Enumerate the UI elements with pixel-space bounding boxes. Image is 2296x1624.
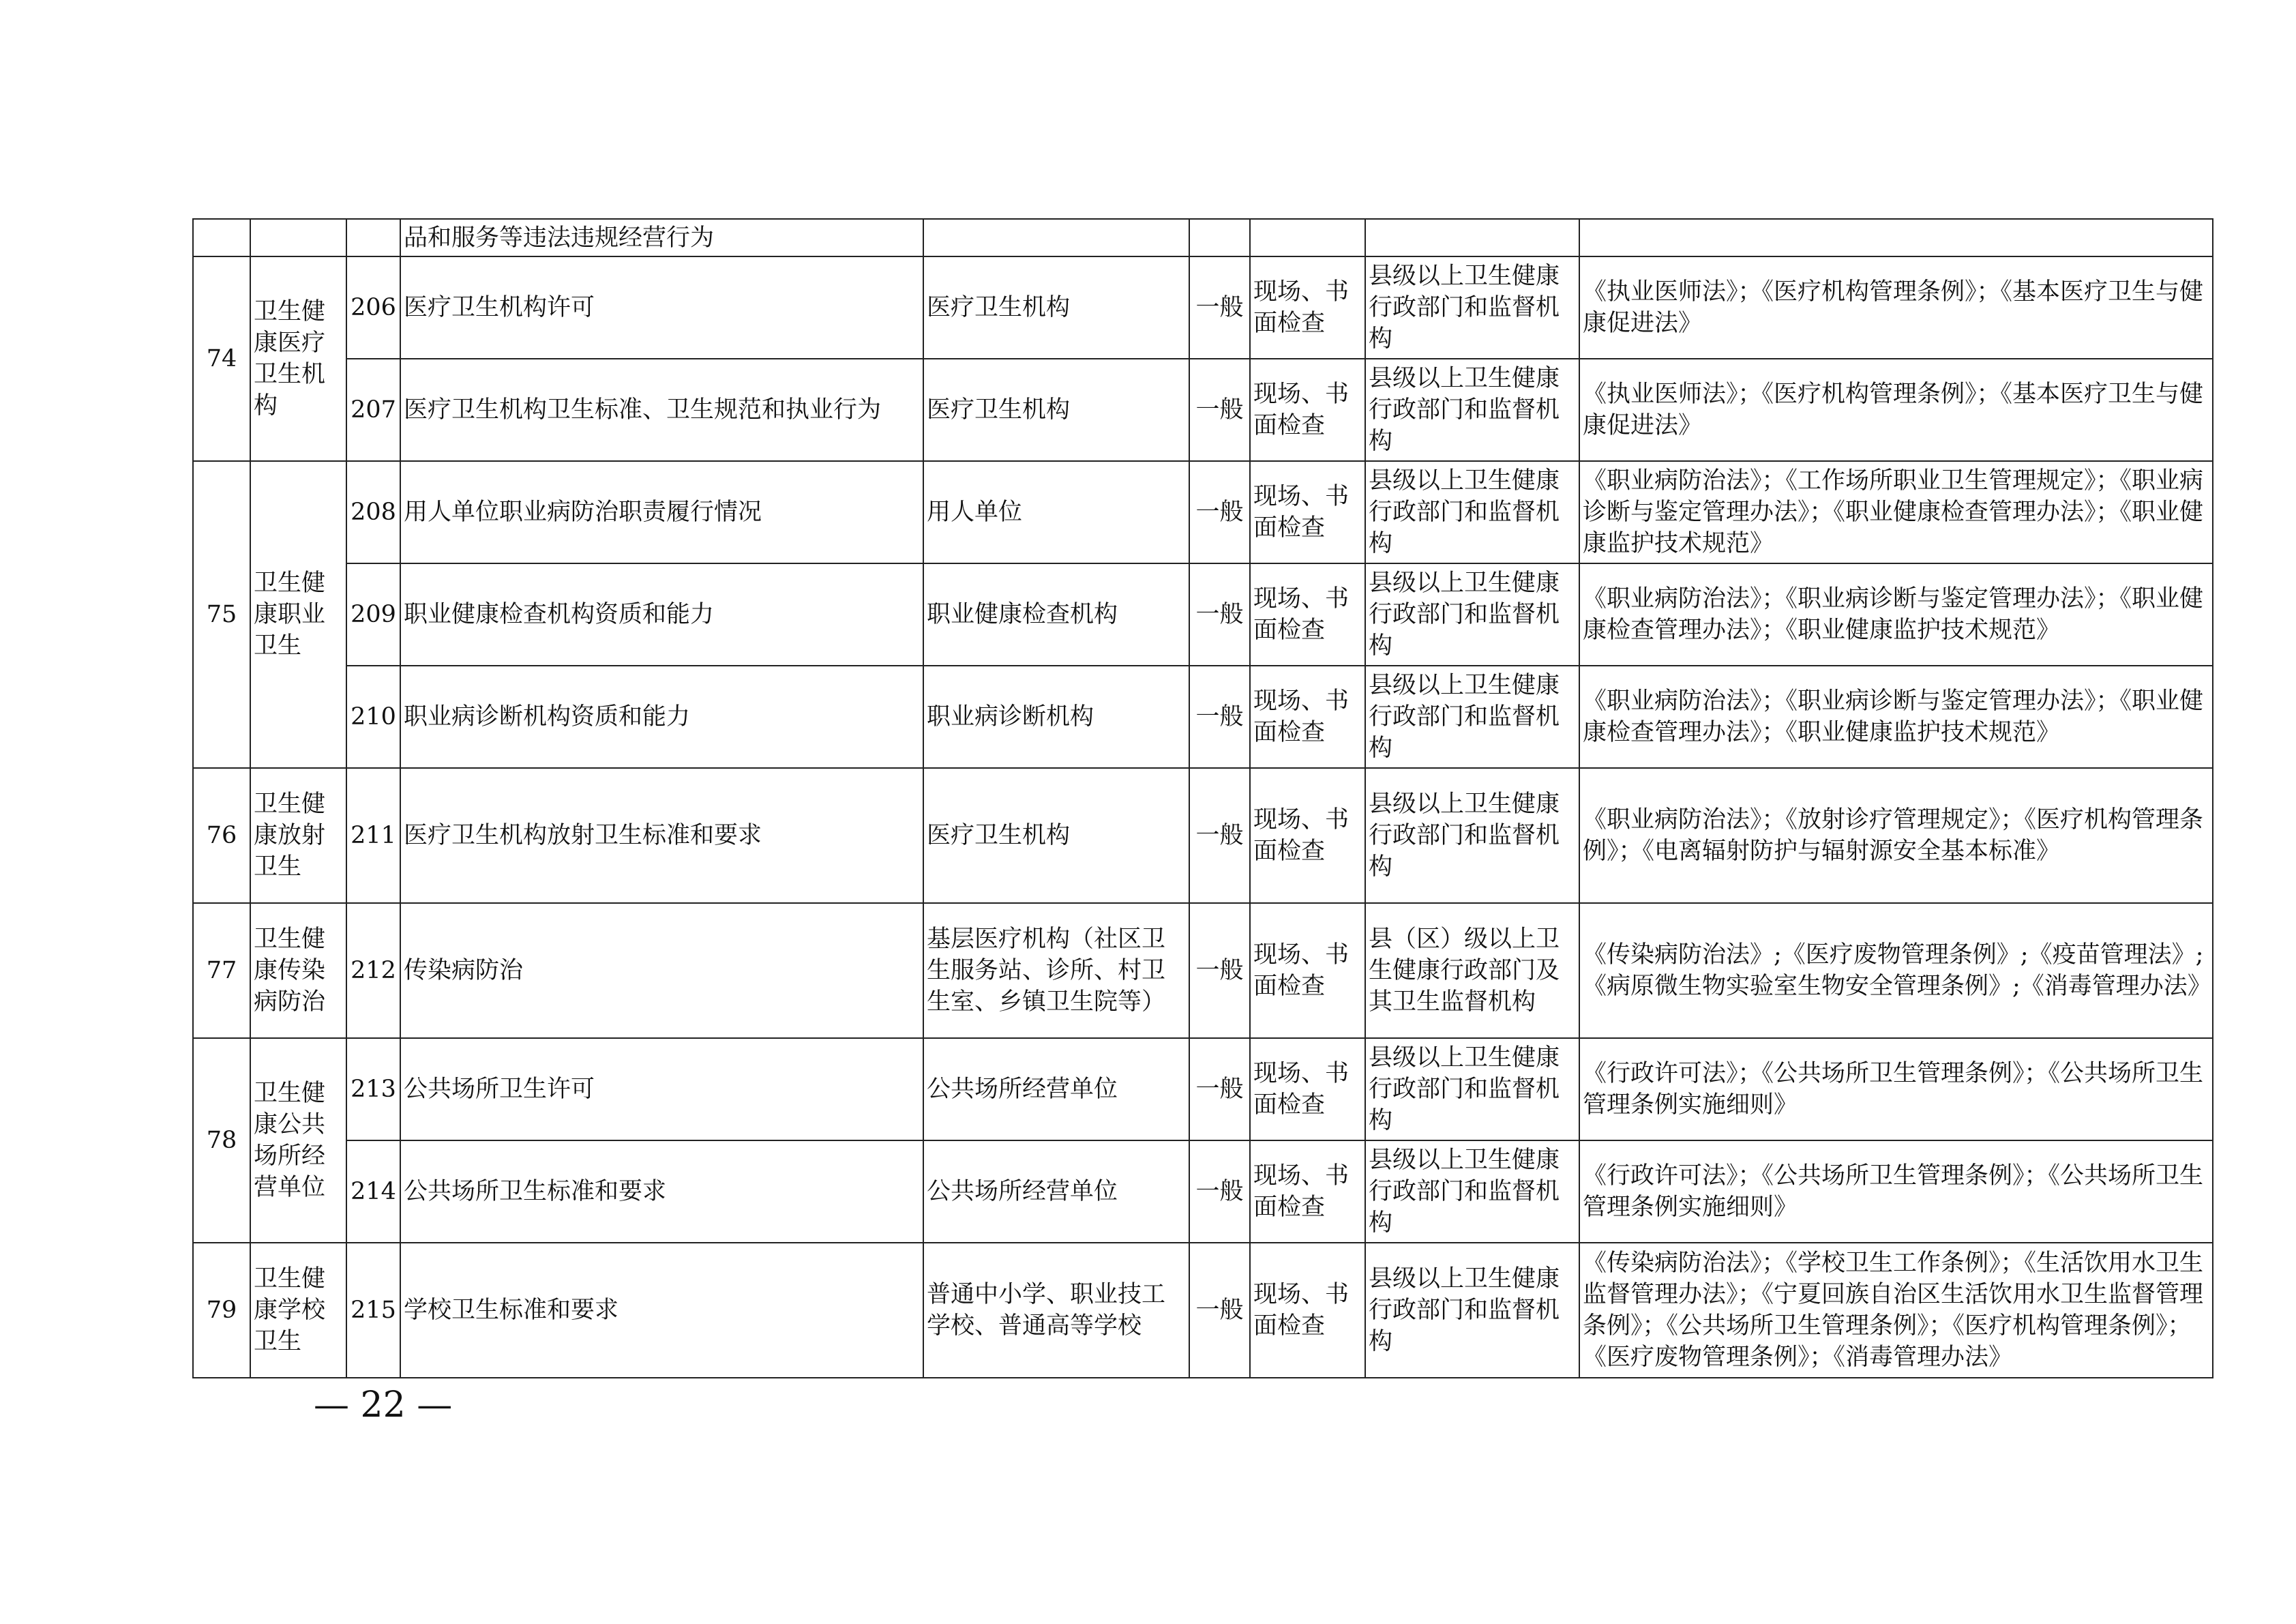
cell-item: 医疗卫生机构卫生标准、卫生规范和执业行为 — [400, 359, 923, 461]
cell-object: 用人单位 — [923, 461, 1189, 563]
cell-method — [1250, 219, 1365, 256]
cell-code: 208 — [346, 461, 400, 563]
cell-object — [923, 219, 1189, 256]
cell-level — [1189, 219, 1250, 256]
page-number: — 22 — — [314, 1385, 453, 1426]
cell-category: 卫生健康学校卫生 — [250, 1243, 346, 1378]
table-row — [193, 359, 2213, 461]
cell-basis: 《行政许可法》；《公共场所卫生管理条例》；《公共场所卫生管理条例实施细则》 — [1579, 1038, 2213, 1140]
cell-object: 公共场所经营单位 — [923, 1038, 1189, 1140]
cell-category: 卫生健康职业卫生 — [250, 461, 346, 768]
table-row — [193, 1140, 2213, 1243]
cell-dept: 县级以上卫生健康行政部门和监督机构 — [1365, 768, 1579, 903]
cell-object: 职业健康检查机构 — [923, 563, 1189, 666]
cell-level: 一般 — [1189, 903, 1250, 1038]
cell-dept: 县（区）级以上卫生健康行政部门及其卫生监督机构 — [1365, 903, 1579, 1038]
cell-code: 214 — [346, 1140, 400, 1243]
cell-level: 一般 — [1189, 461, 1250, 563]
cell-code: 206 — [346, 256, 400, 359]
table-row — [193, 563, 2213, 666]
cell-level: 一般 — [1189, 768, 1250, 903]
inspection-table — [192, 218, 2213, 1378]
cell-level: 一般 — [1189, 359, 1250, 461]
cell-no: 78 — [193, 1038, 250, 1243]
cell-dept: 县级以上卫生健康行政部门和监督机构 — [1365, 461, 1579, 563]
cell-no: 79 — [193, 1243, 250, 1378]
cell-object: 普通中小学、职业技工学校、普通高等学校 — [923, 1243, 1189, 1378]
cell-method: 现场、书面检查 — [1250, 1038, 1365, 1140]
cell-level: 一般 — [1189, 563, 1250, 666]
cell-basis: 《职业病防治法》；《职业病诊断与鉴定管理办法》；《职业健康检查管理办法》；《职业健康监护技术规范》 — [1579, 563, 2213, 666]
table-row — [193, 1038, 2213, 1140]
cell-item: 职业健康检查机构资质和能力 — [400, 563, 923, 666]
cell-item: 公共场所卫生许可 — [400, 1038, 923, 1140]
cell-item: 学校卫生标准和要求 — [400, 1243, 923, 1378]
cell-method: 现场、书面检查 — [1250, 563, 1365, 666]
cell-dept: 县级以上卫生健康行政部门和监督机构 — [1365, 1140, 1579, 1243]
cell-code: 215 — [346, 1243, 400, 1378]
cell-dept: 县级以上卫生健康行政部门和监督机构 — [1365, 1243, 1579, 1378]
cell-basis: 《职业病防治法》；《放射诊疗管理规定》；《医疗机构管理条例》；《电离辐射防护与辐射源安全基本标准》 — [1579, 768, 2213, 903]
cell-object: 医疗卫生机构 — [923, 359, 1189, 461]
cell-dept: 县级以上卫生健康行政部门和监督机构 — [1365, 666, 1579, 768]
table-row — [193, 461, 2213, 563]
cell-method: 现场、书面检查 — [1250, 359, 1365, 461]
cell-basis: 《职业病防治法》；《工作场所职业卫生管理规定》；《职业病诊断与鉴定管理办法》；《职业健康检查管理办法》；《职业健康监护技术规范》 — [1579, 461, 2213, 563]
cell-method: 现场、书面检查 — [1250, 1243, 1365, 1378]
cell-no: 75 — [193, 461, 250, 768]
table-row — [193, 768, 2213, 903]
cell-method: 现场、书面检查 — [1250, 666, 1365, 768]
cell-object: 医疗卫生机构 — [923, 256, 1189, 359]
cell-item: 传染病防治 — [400, 903, 923, 1038]
cell-basis — [1579, 219, 2213, 256]
cell-level: 一般 — [1189, 256, 1250, 359]
table-row — [193, 903, 2213, 1038]
cell-item: 医疗卫生机构许可 — [400, 256, 923, 359]
table-row — [193, 1243, 2213, 1378]
table-row-continuation — [193, 219, 2213, 256]
cell-dept: 县级以上卫生健康行政部门和监督机构 — [1365, 563, 1579, 666]
cell-code: 210 — [346, 666, 400, 768]
cell-category: 卫生健康医疗卫生机构 — [250, 256, 346, 461]
cell-item: 用人单位职业病防治职责履行情况 — [400, 461, 923, 563]
cell-method: 现场、书面检查 — [1250, 256, 1365, 359]
cell-item: 公共场所卫生标准和要求 — [400, 1140, 923, 1243]
cell-basis: 《传染病防治法》;《医疗废物管理条例》;《疫苗管理法》;《病原微生物实验室生物安全管理条例》;《消毒管理办法》 — [1579, 903, 2213, 1038]
cell-basis: 《执业医师法》；《医疗机构管理条例》；《基本医疗卫生与健康促进法》 — [1579, 256, 2213, 359]
cell-code: 213 — [346, 1038, 400, 1140]
cell-basis: 《行政许可法》；《公共场所卫生管理条例》；《公共场所卫生管理条例实施细则》 — [1579, 1140, 2213, 1243]
cell-dept — [1365, 219, 1579, 256]
cell-dept: 县级以上卫生健康行政部门和监督机构 — [1365, 359, 1579, 461]
table-row — [193, 256, 2213, 359]
cell-code: 211 — [346, 768, 400, 903]
cell-no: 74 — [193, 256, 250, 461]
cell-basis: 《职业病防治法》；《职业病诊断与鉴定管理办法》；《职业健康检查管理办法》；《职业健康监护技术规范》 — [1579, 666, 2213, 768]
cell-method: 现场、书面检查 — [1250, 461, 1365, 563]
cell-item: 医疗卫生机构放射卫生标准和要求 — [400, 768, 923, 903]
cell-level: 一般 — [1189, 666, 1250, 768]
cell-category: 卫生健康公共场所经营单位 — [250, 1038, 346, 1243]
cell-code — [346, 219, 400, 256]
cell-object: 基层医疗机构（社区卫生服务站、诊所、村卫生室、乡镇卫生院等） — [923, 903, 1189, 1038]
cell-code: 212 — [346, 903, 400, 1038]
cell-code: 207 — [346, 359, 400, 461]
cell-no: 77 — [193, 903, 250, 1038]
cell-level: 一般 — [1189, 1243, 1250, 1378]
cell-item: 品和服务等违法违规经营行为 — [400, 219, 923, 256]
cell-method: 现场、书面检查 — [1250, 903, 1365, 1038]
cell-level: 一般 — [1189, 1038, 1250, 1140]
cell-object: 公共场所经营单位 — [923, 1140, 1189, 1243]
cell-category: 卫生健康放射卫生 — [250, 768, 346, 903]
cell-no: 76 — [193, 768, 250, 903]
cell-method: 现场、书面检查 — [1250, 1140, 1365, 1243]
cell-object: 职业病诊断机构 — [923, 666, 1189, 768]
cell-basis: 《执业医师法》；《医疗机构管理条例》；《基本医疗卫生与健康促进法》 — [1579, 359, 2213, 461]
cell-object: 医疗卫生机构 — [923, 768, 1189, 903]
cell-no — [193, 219, 250, 256]
cell-code: 209 — [346, 563, 400, 666]
cell-method: 现场、书面检查 — [1250, 768, 1365, 903]
cell-basis: 《传染病防治法》；《学校卫生工作条例》；《生活饮用水卫生监督管理办法》；《宁夏回族自治区生活饮用水卫生监督管理条例》；《公共场所卫生管理条例》；《医疗机构管理条例》；《医疗废物管理条例》；《消毒管理办法》 — [1579, 1243, 2213, 1378]
cell-category: 卫生健康传染病防治 — [250, 903, 346, 1038]
cell-dept: 县级以上卫生健康行政部门和监督机构 — [1365, 256, 1579, 359]
cell-dept: 县级以上卫生健康行政部门和监督机构 — [1365, 1038, 1579, 1140]
cell-level: 一般 — [1189, 1140, 1250, 1243]
table-row — [193, 666, 2213, 768]
cell-category — [250, 219, 346, 256]
cell-item: 职业病诊断机构资质和能力 — [400, 666, 923, 768]
